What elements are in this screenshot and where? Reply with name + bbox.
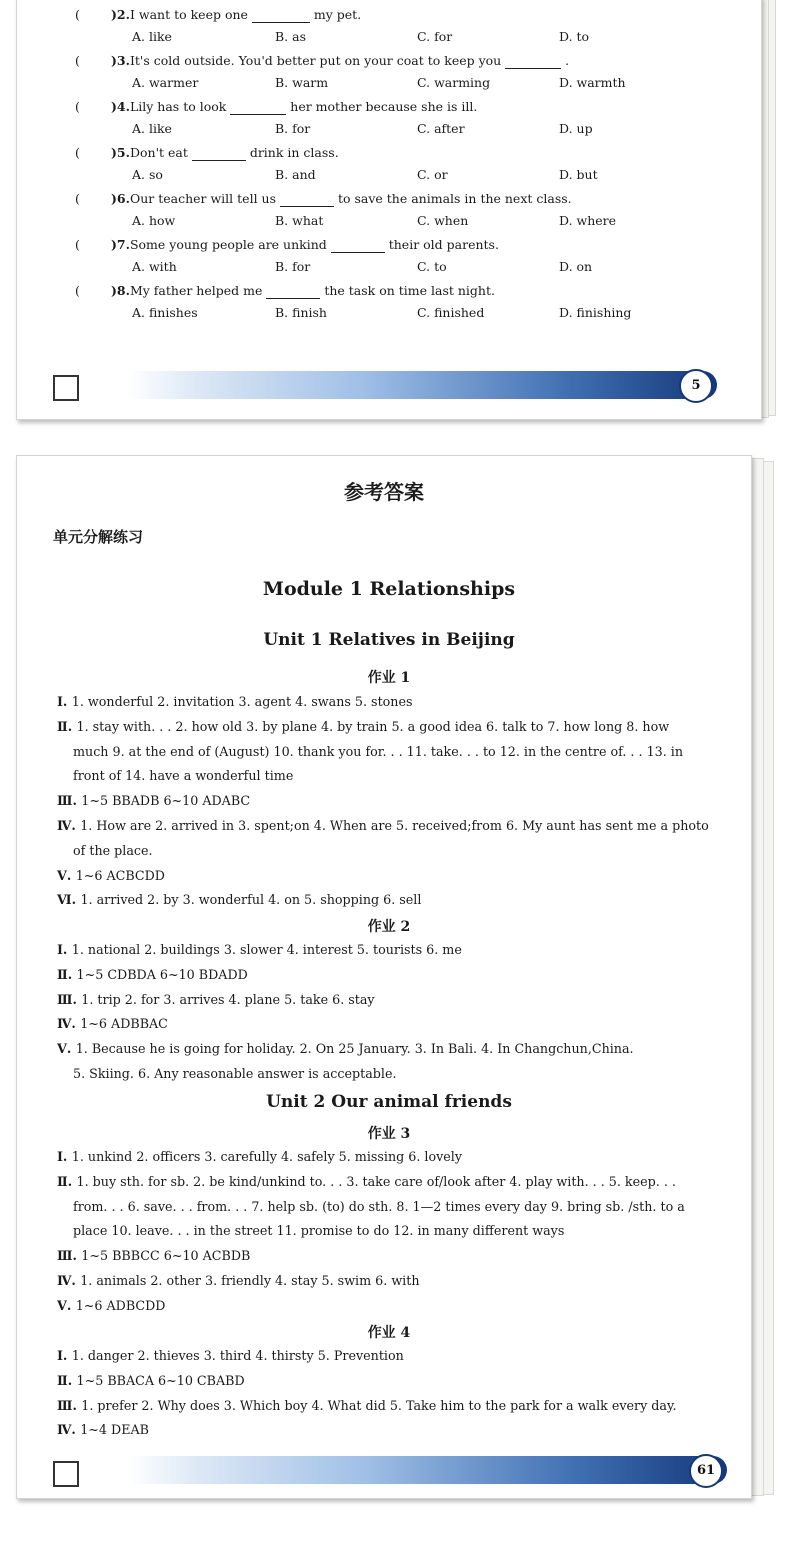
roman-numeral: Ⅰ. [57, 1348, 72, 1363]
answer-option: D. warmth [559, 75, 626, 90]
roman-numeral: Ⅴ. [57, 867, 76, 883]
answer-option: C. when [417, 213, 469, 228]
question-number: )6. [111, 191, 130, 206]
roman-numeral: Ⅰ. [57, 694, 72, 709]
page-number: 61 [689, 1454, 723, 1488]
fill-blank [230, 99, 286, 115]
roman-numeral: Ⅴ. [57, 1297, 76, 1313]
answer-option: B. what [275, 213, 324, 228]
answer-option: B. as [275, 29, 306, 44]
question-text [111, 7, 361, 23]
checkbox-square-icon [53, 1461, 79, 1487]
answer-text: 1. Because he is going for holiday. 2. On 25 January. 3. In Bali. 4. In Changchun,China. [75, 1041, 634, 1057]
answer-line [57, 1016, 168, 1031]
answer-text: front of 14. have a wonderful time [73, 768, 294, 784]
answer-option: A. how [132, 213, 176, 228]
answer-line [57, 868, 165, 883]
answer-line [57, 892, 421, 907]
answer-paren: ( [75, 283, 80, 298]
fill-blank [505, 53, 561, 69]
roman-numeral: Ⅳ. [57, 1273, 81, 1288]
answer-line [73, 843, 153, 858]
answer-text: 1. national 2. buildings 3. slower 4. interest 5. tourists 6. me [71, 942, 462, 957]
question-stem: Some young people are unkind [129, 237, 331, 252]
question-text [111, 53, 569, 69]
question-stem: My father helped me [129, 283, 267, 298]
fill-blank [331, 237, 385, 253]
unit-title: Unit 2 Our animal friends [266, 1092, 512, 1112]
answer-line [57, 1149, 462, 1164]
roman-numeral: Ⅰ. [57, 942, 72, 957]
answer-line [57, 1422, 149, 1437]
answer-text: 1. How are 2. arrived in 3. spent;on 4. When are 5. received;from 6. My aunt has sent me a photo [80, 818, 709, 833]
answer-line [57, 992, 375, 1007]
answer-line [57, 818, 709, 833]
answer-text: 1~5 BBBCC 6~10 ACBDB [81, 1248, 251, 1264]
page-title: 参考答案 [344, 480, 424, 504]
answer-option: A. finishes [132, 305, 198, 320]
question-text [111, 145, 339, 161]
answer-line [73, 1066, 397, 1081]
homework-heading: 作业 2 [367, 919, 411, 935]
question-stem-end: to save the animals in the next class. [333, 191, 572, 206]
roman-numeral: Ⅲ. [57, 991, 82, 1007]
homework-heading: 作业 1 [367, 670, 411, 686]
answer-text: 1~5 BBACA 6~10 CBABD [76, 1372, 245, 1388]
page-number: 5 [679, 369, 713, 403]
answer-line [57, 1248, 250, 1263]
question-stem-end: their old parents. [384, 237, 499, 252]
roman-numeral: Ⅰ. [57, 1149, 72, 1164]
page-footer-bar [127, 1456, 727, 1484]
answer-paren: ( [75, 191, 80, 206]
question-text [111, 191, 572, 207]
question-number: )8. [111, 283, 130, 298]
answer-text: 1. prefer 2. Why does 3. Which boy 4. What did 5. Take him to the park for a walk every day. [81, 1397, 677, 1413]
roman-numeral: Ⅳ. [57, 1422, 81, 1438]
answer-line [73, 768, 293, 783]
answer-line [57, 1348, 404, 1363]
question-stem-end: her mother because she is ill. [286, 99, 478, 114]
answer-paren: ( [75, 7, 80, 22]
answer-text: 1~6 ADBBAC [80, 1016, 168, 1032]
question-stem: Lily has to look [129, 99, 231, 114]
answer-line [57, 967, 248, 982]
roman-numeral: Ⅱ. [57, 718, 77, 734]
answer-option: C. finished [417, 305, 485, 320]
answer-option: D. to [559, 29, 590, 44]
fill-blank [252, 7, 310, 23]
answer-line [57, 1273, 420, 1288]
answer-option: A. like [132, 29, 172, 44]
module-title: Module 1 Relationships [262, 578, 516, 600]
answer-option: C. to [417, 259, 447, 274]
answer-paren: ( [75, 145, 80, 160]
answer-paren: ( [75, 237, 80, 252]
answer-line [57, 1373, 245, 1388]
unit-title: Unit 1 Relatives in Beijing [263, 630, 515, 650]
answer-key-page [16, 455, 752, 1499]
roman-numeral: Ⅱ. [57, 966, 77, 982]
answer-line [57, 1398, 677, 1413]
answer-text: 1. arrived 2. by 3. wonderful 4. on 5. shopping 6. sell [80, 892, 422, 908]
question-stem-end: drink in class. [245, 145, 339, 160]
answer-option: D. but [559, 167, 598, 182]
answer-text: 1. animals 2. other 3. friendly 4. stay 5. swim 6. with [80, 1273, 420, 1288]
checkbox-square-icon [53, 375, 79, 401]
question-number: )5. [111, 145, 130, 160]
question-text [111, 99, 477, 115]
answer-option: B. and [275, 167, 316, 182]
answer-text: 1. stay with. . . 2. how old 3. by plane 4. by train 5. a good idea 6. talk to 7. how long 8. how [76, 718, 670, 734]
roman-numeral: Ⅲ. [57, 1248, 82, 1264]
answer-line [57, 1041, 634, 1056]
question-number: )4. [111, 99, 130, 114]
fill-blank [192, 145, 246, 161]
question-text [111, 237, 499, 253]
answer-option: B. finish [275, 305, 327, 320]
answer-text: 1. buy sth. for sb. 2. be kind/unkind to. . . 3. take care of/look after 4. play with. . . 5. keep. . . [76, 1173, 676, 1189]
roman-numeral: Ⅱ. [57, 1372, 77, 1388]
section-heading: 单元分解练习 [53, 528, 144, 546]
answer-text: 1. unkind 2. officers 3. carefully 4. safely 5. missing 6. lovely [71, 1149, 463, 1164]
answer-line [73, 744, 683, 759]
answer-line [57, 793, 250, 808]
answer-text: 1~4 DEAB [80, 1422, 149, 1438]
answer-line [57, 1298, 165, 1313]
question-stem: Don't eat [129, 145, 192, 160]
answer-option: C. warming [417, 75, 491, 90]
question-stem-end: my pet. [309, 7, 362, 22]
answer-text: 1. danger 2. thieves 3. third 4. thirsty 5. Prevention [71, 1348, 404, 1363]
answer-option: A. with [132, 259, 177, 274]
answer-text: from. . . 6. save. . . from. . . 7. help sb. (to) do sth. 8. 1—2 times every day 9. bring sb. /sth. to a [73, 1198, 685, 1214]
answer-text: 1~6 ACBCDD [75, 867, 165, 883]
question-number: )2. [111, 7, 130, 22]
answer-option: D. finishing [559, 305, 632, 320]
question-number: )7. [111, 237, 130, 252]
question-stem: It's cold outside. You'd better put on your coat to keep you [129, 53, 506, 68]
fill-blank [266, 283, 320, 299]
answer-paren: ( [75, 99, 80, 114]
answer-line [57, 719, 669, 734]
answer-line [57, 1174, 676, 1189]
answer-text: 1~6 ADBCDD [75, 1297, 166, 1313]
answer-option: A. so [132, 167, 163, 182]
answer-option: C. after [417, 121, 465, 136]
answer-text: place 10. leave. . . in the street 11. promise to do 12. in many different ways [73, 1223, 565, 1239]
answer-option: B. warm [275, 75, 329, 90]
answer-option: C. for [417, 29, 453, 44]
homework-heading: 作业 3 [367, 1126, 411, 1142]
exercise-page [16, 0, 762, 420]
answer-line [73, 1199, 685, 1214]
homework-heading: 作业 4 [367, 1325, 411, 1341]
answer-option: A. warmer [132, 75, 199, 90]
roman-numeral: Ⅳ. [57, 1016, 81, 1032]
roman-numeral: Ⅲ. [57, 793, 82, 809]
roman-numeral: Ⅲ. [57, 1397, 82, 1413]
question-stem-end: the task on time last night. [320, 283, 495, 298]
answer-option: D. where [559, 213, 617, 228]
answer-text: 1. wonderful 2. invitation 3. agent 4. swans 5. stones [71, 694, 413, 709]
question-text [111, 283, 495, 299]
answer-paren: ( [75, 53, 80, 68]
answer-text: much 9. at the end of (August) 10. thank you for. . . 11. take. . . to 12. in the centre of. . . 13. in [73, 743, 684, 759]
answer-text: 5. Skiing. 6. Any reasonable answer is acceptable. [73, 1066, 397, 1081]
roman-numeral: Ⅳ. [57, 818, 81, 833]
question-stem: Our teacher will tell us [129, 191, 280, 206]
answer-option: D. on [559, 259, 593, 274]
fill-blank [280, 191, 334, 207]
roman-numeral: Ⅵ. [57, 892, 81, 908]
answer-option: B. for [275, 259, 311, 274]
answer-text: 1. trip 2. for 3. arrives 4. plane 5. take 6. stay [81, 991, 375, 1007]
answer-option: B. for [275, 121, 311, 136]
question-stem-end: . [561, 53, 570, 68]
answer-line [73, 1223, 564, 1238]
answer-option: C. or [417, 167, 448, 182]
page-footer-bar [127, 371, 717, 399]
answer-line [57, 942, 462, 957]
question-number: )3. [111, 53, 130, 68]
answer-text: of the place. [73, 842, 153, 858]
answer-text: 1~5 BBADB 6~10 ADABC [81, 793, 251, 809]
answer-text: 1~5 CDBDA 6~10 BDADD [76, 966, 248, 982]
answer-line [57, 694, 413, 709]
roman-numeral: Ⅴ. [57, 1041, 76, 1057]
answer-option: A. like [132, 121, 172, 136]
roman-numeral: Ⅱ. [57, 1173, 77, 1189]
answer-option: D. up [559, 121, 593, 136]
question-stem: I want to keep one [129, 7, 252, 22]
